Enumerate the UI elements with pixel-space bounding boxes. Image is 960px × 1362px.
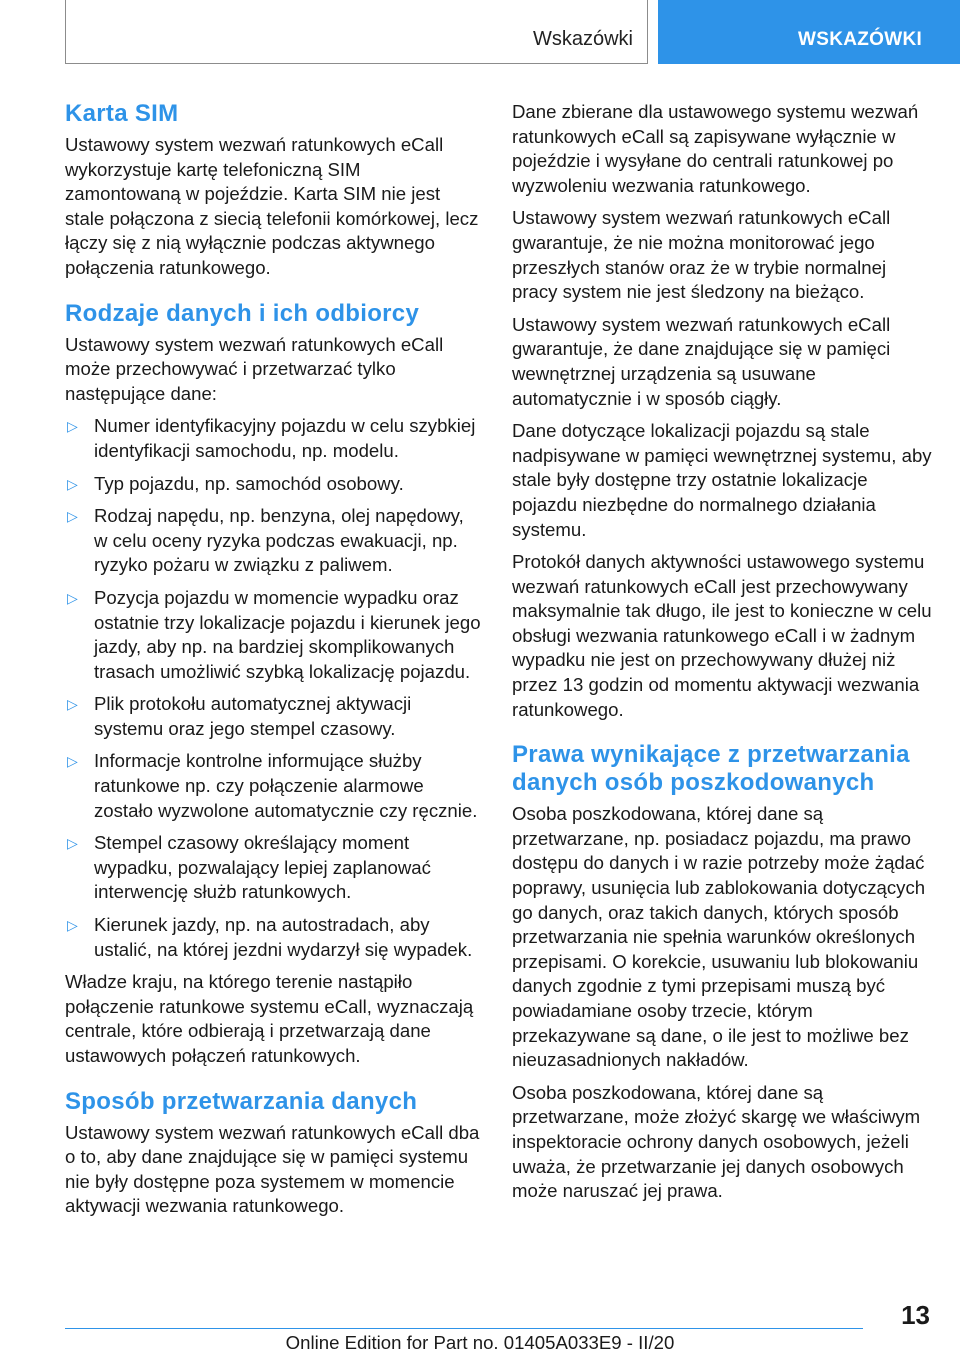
list-item: ▷ Numer identyfikacyjny pojazdu w celu szybkiej identyfikacji samochodu, np. modelu. [67,415,476,461]
list-item: ▷ Typ pojazdu, np. samochód osobowy. [67,472,404,494]
triangle-bullet-icon: ▷ [67,917,78,934]
triangle-bullet-icon: ▷ [67,475,78,492]
triangle-bullet-icon: ▷ [67,418,78,435]
paragraph: Ustawowy system wezwań ratunkowych eCall gwarantuje, że dane znajdujące się w pamięci wewnętrznej urządzenia są usuwane automatycznie i w sposób ciągły. [512,313,891,409]
footer-divider [65,1328,863,1329]
header-section-label: Wskazówki [532,28,633,50]
triangle-bullet-icon: ▷ [67,835,78,852]
paragraph: Ustawowy system wezwań ratunkowych eCall dba o to, aby dane znajdujące się w pamięci systemu nie były dostępne poza systemem w momencie aktywacji wezwania ratunkowego. [65,1121,480,1217]
data-list [65,414,481,962]
section-title-rights: Prawa wynikające z przetwarzania danych osób poszkodowanych [512,741,910,797]
list-item: ▷ Stempel czasowy określający moment wypadku, pozwalający lepiej zaplanować interwencję służb ratunkowych. [67,832,431,903]
list-item: ▷ Plik protokołu automatycznej aktywacji systemu oraz jego stempel czasowy. [67,693,412,739]
paragraph: Ustawowy system wezwań ratunkowych eCall gwarantuje, że nie można monitorować jego przeszłych stanów oraz że w trybie normalnej pracy system nie jest śledzony na bieżąco. [512,207,891,303]
paragraph: Osoba poszkodowana, której dane są przetwarzane, np. posiadacz pojazdu, ma prawo dostępu do danych i w razie potrzeby może żądać poprawy, usunięcia lub zablokowania dotyczących go danych, oraz takich danych, których sposób przetwarzania nie spełnia warunków określonych przepisami. O korekcie, usuwaniu lub blokowaniu danych zgodnie z tymi przepisami muszą być powiadamiane osoby trzecie, którym przekazywane są dane, o ile jest to możliwe bez nieuzasadnionych nakładów. [512,803,926,1071]
left-column [65,100,481,1227]
right-column [512,100,932,1212]
list-item: ▷ Rodzaj napędu, np. benzyna, olej napędowy, w celu oceny ryzyka podczas ewakuacji, np. ryzyko pożaru w związku z paliwem. [67,505,464,576]
header-frame [65,0,648,64]
triangle-bullet-icon: ▷ [67,753,78,770]
footer-edition: Online Edition for Part no. 01405A033E9 - II/20 [285,1332,675,1353]
page-number: 13 [901,1300,930,1330]
triangle-bullet-icon: ▷ [67,589,78,606]
paragraph: Protokół danych aktywności ustawowego systemu wezwań ratunkowych eCall jest przechowywany maksymalnie tak długo, ile jest to konieczne w celu obsługi wezwania ratunkowego eCall i w żadnym wypadku nie jest on przechowywany dłużej niż przez 13 godzin od momentu aktywacji wezwania ratunkowego. [512,551,932,720]
header-chapter-tab [658,0,960,64]
section-title-processing: Sposób przetwarzania danych [65,1087,418,1115]
list-item: ▷ Pozycja pojazdu w momencie wypadku oraz ostatnie trzy lokalizacje pojazdu i kierunek jego jazdy, aby np. na bardziej skomplikowanych trasach umożliwić szybką lokalizację pojazdu. [67,586,481,682]
paragraph: Ustawowy system wezwań ratunkowych eCall może przechowywać i przetwarzać tylko następujące dane: [65,333,444,404]
triangle-bullet-icon: ▷ [67,696,78,713]
list-item: ▷ Informacje kontrolne informujące służby ratunkowe np. czy połączenie alarmowe zostało wyzwolone automatycznie czy ręcznie. [67,750,478,821]
section-title-data-types: Rodzaje danych i ich odbiorcy [65,299,420,327]
triangle-bullet-icon: ▷ [67,508,78,525]
section-title-sim: Karta SIM [65,100,179,127]
paragraph: Osoba poszkodowana, której dane są przetwarzane, może złożyć skargę we właściwym inspektoracie ochrony danych osobowych, jeżeli uważa, że przetwarzanie jej danych osobowych może naruszać jej prawa. [512,1081,921,1202]
paragraph: Dane zbierane dla ustawowego systemu wezwań ratunkowych eCall są zapisywane wyłącznie w pojeździe i wysyłane do centrali ratunkowej po wyzwoleniu wezwania ratunkowego. [512,101,919,196]
paragraph: Ustawowy system wezwań ratunkowych eCall wykorzystuje kartę telefoniczną SIM zamontowaną w pojeździe. Karta SIM nie jest stale połączona z siecią telefonii komórkowej, lecz łączy się z nią wyłącznie podczas aktywnego połączenia ratunkowego. [65,134,479,278]
header-tab-label: WSKAZÓWKI [798,29,923,50]
paragraph: Dane dotyczące lokalizacji pojazdu są stale nadpisywane w pamięci wewnętrznej systemu, aby stale były dostępne trzy ostatnie lokalizacje pojazdu niezbędne do normalnego działania systemu. [512,420,932,540]
paragraph: Władze kraju, na którego terenie nastąpiło połączenie ratunkowe systemu eCall, wyznaczają centrale, które odbierają i przetwarzają dane ustawowych połączeń ratunkowych. [65,971,474,1066]
list-item: ▷ Kierunek jazdy, np. na autostradach, aby ustalić, na której jezdni wydarzył się wypadek. [67,914,473,960]
